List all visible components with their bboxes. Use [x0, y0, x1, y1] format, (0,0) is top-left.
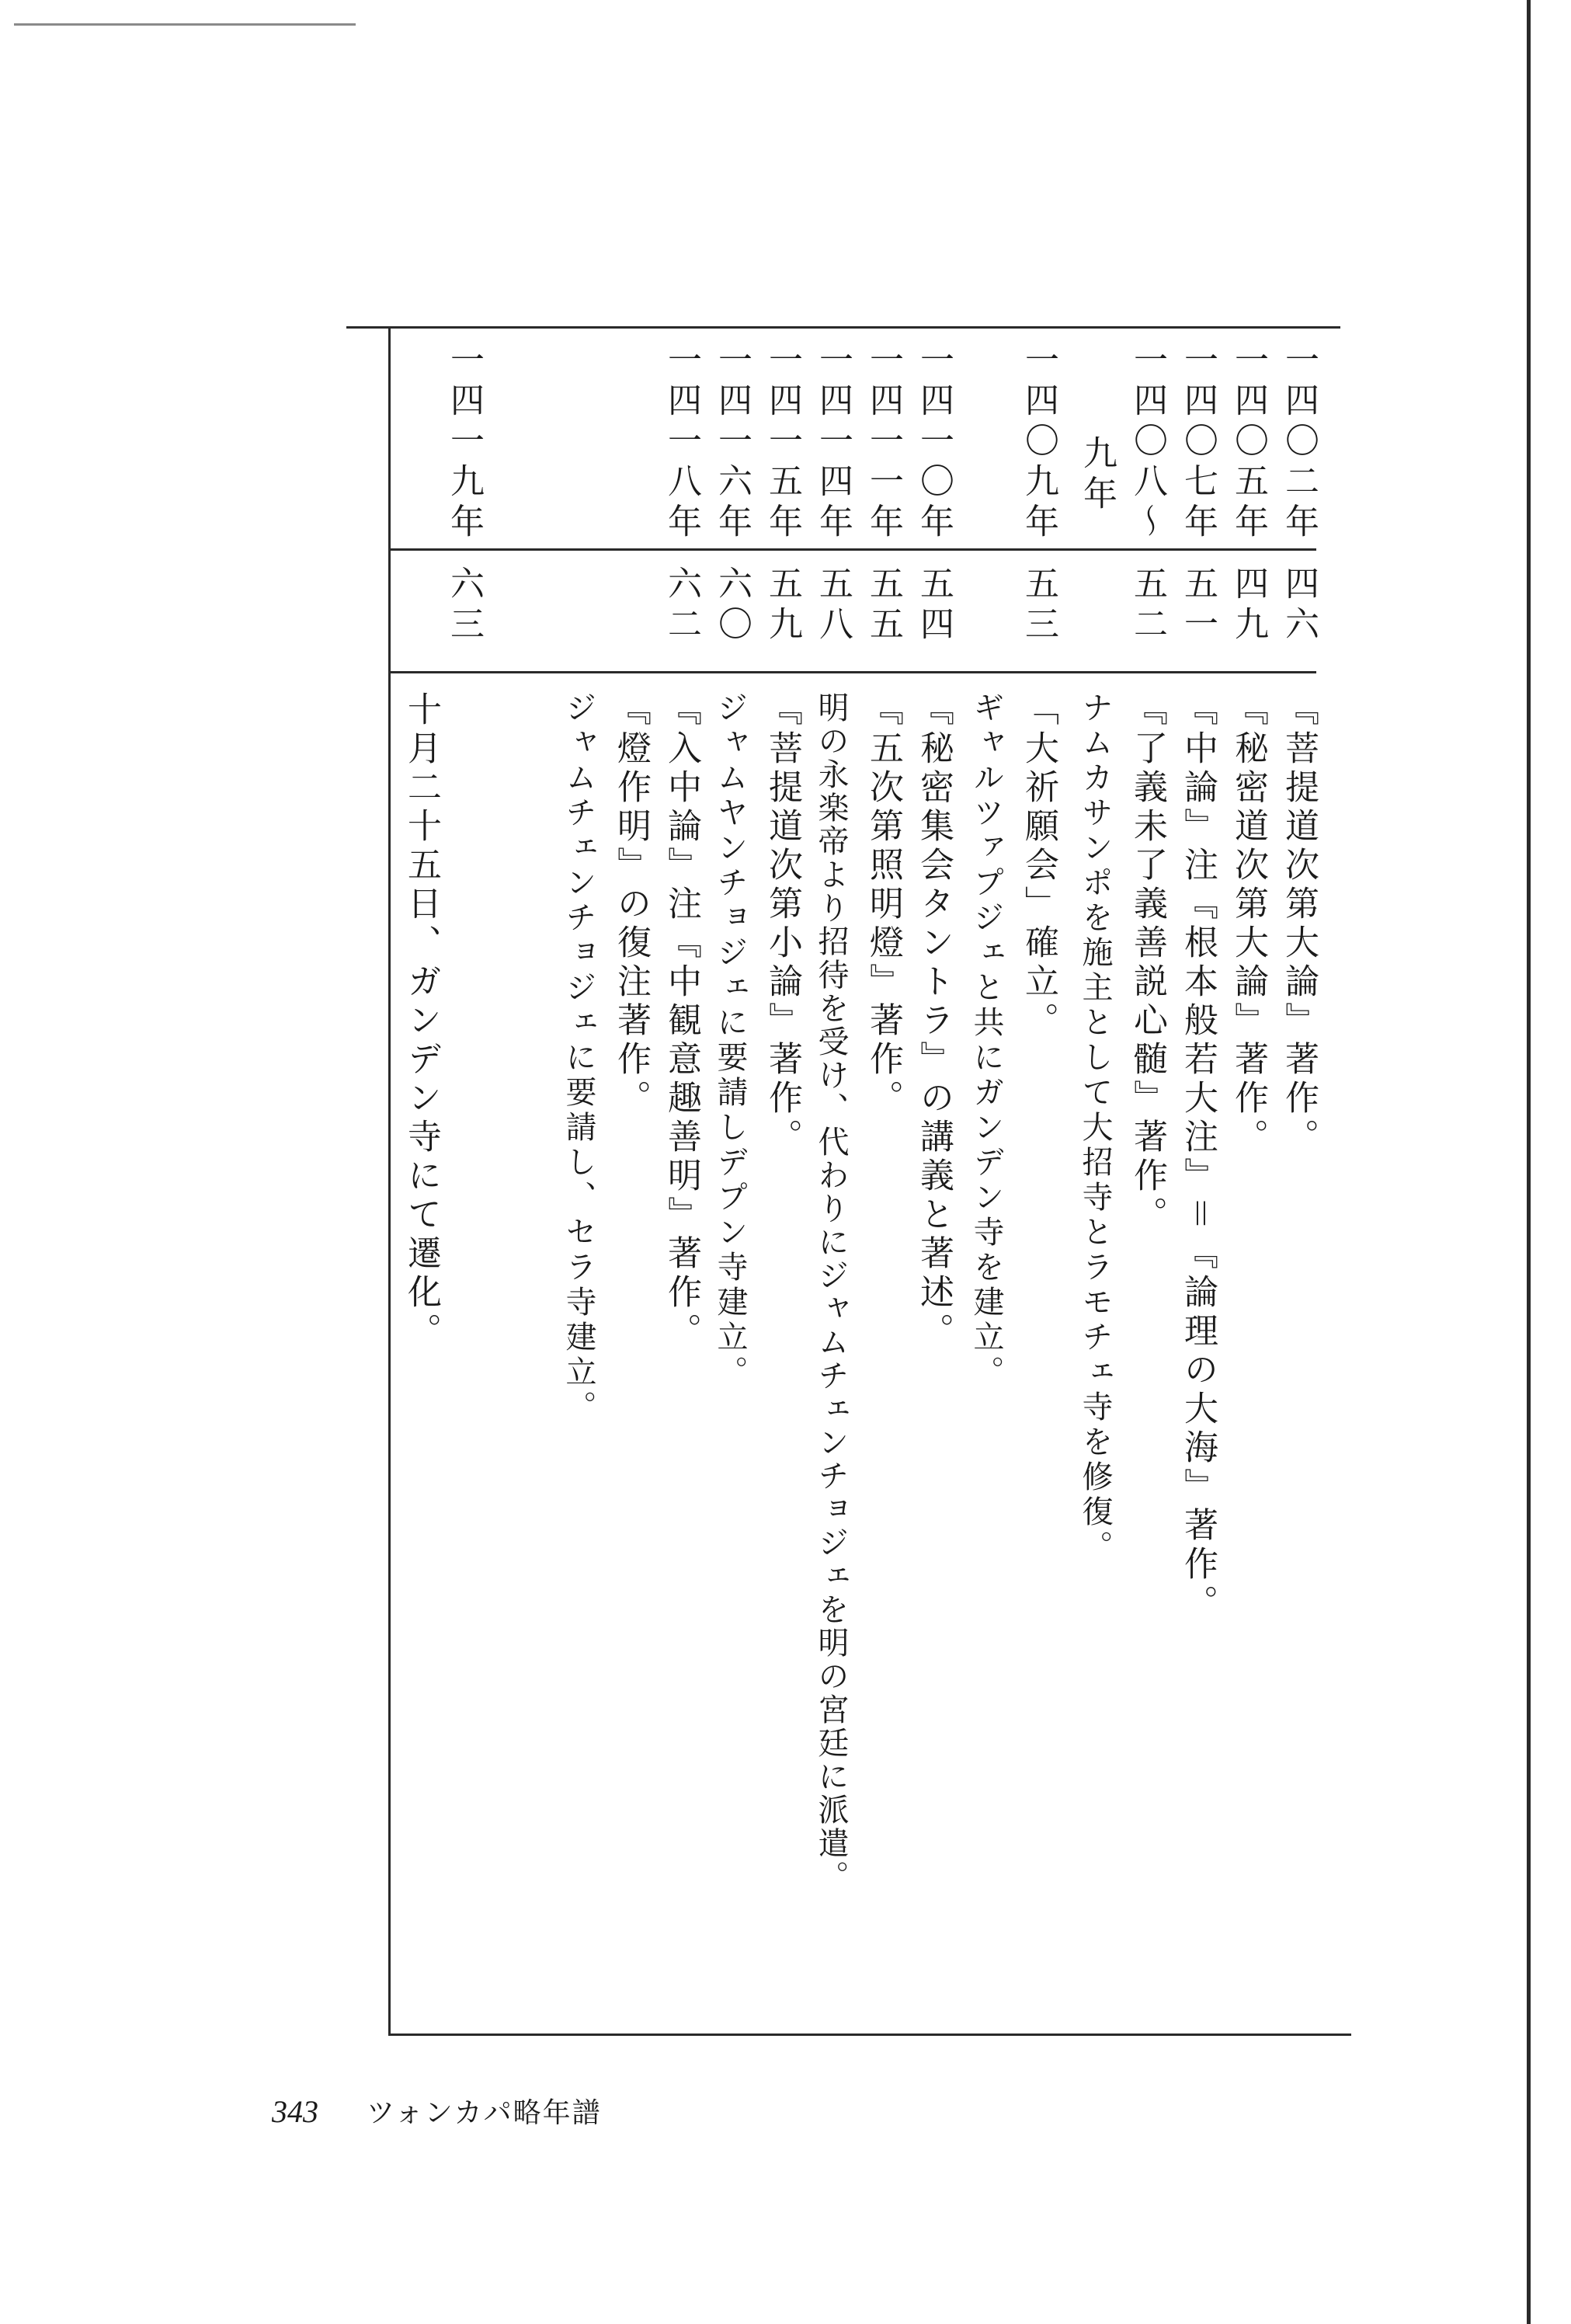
event-1419: 十月二十五日、ガンデン寺にて遷化。: [401, 691, 441, 1352]
event-1402: 『菩提道次第大論』著作。: [1279, 691, 1319, 1157]
event-1418-c: ジャムチェンチョジェに要請し、セラ寺建立。: [561, 691, 596, 1425]
event-1411: 『五次第照明燈』著作。: [864, 691, 903, 1119]
event-1409-a: 「大祈願会」確立。: [1019, 691, 1058, 1041]
year-1409-continuation: 九年: [1077, 435, 1117, 516]
year-1405: 一四〇五年: [1229, 342, 1268, 544]
event-1405: 『秘密道次第大論』著作。: [1229, 691, 1268, 1157]
year-1408: 一四〇八〜: [1128, 342, 1167, 544]
running-title: ツォンカパ略年譜: [367, 2097, 602, 2129]
year-1415: 一四一五年: [763, 342, 802, 544]
age-1418: 六二: [662, 565, 701, 646]
event-1410: 『秘密集会タントラ』の講義と著述。: [914, 691, 954, 1352]
event-1416: ジャムヤンチョジェに要請しデプン寺建立。: [712, 691, 748, 1390]
age-1411: 五五: [864, 565, 903, 646]
age-1407: 五一: [1178, 565, 1218, 646]
event-1407: 『中論』注『根本般若大注』＝『論理の大海』著作。: [1178, 691, 1218, 1623]
age-1416: 六〇: [712, 565, 752, 646]
age-1410: 五四: [914, 565, 954, 646]
year-1416: 一四一六年: [712, 342, 752, 544]
event-1414: 明の永楽帝より招待を受け、代わりにジャムチェンチョジェを明の宮廷に派遣。: [813, 691, 849, 1894]
age-1405: 四九: [1229, 565, 1268, 646]
page-number: 343: [272, 2094, 318, 2129]
year-1407: 一四〇七年: [1178, 342, 1218, 544]
chronology-table: [388, 0, 1351, 2035]
year-1402: 一四〇二年: [1279, 342, 1319, 544]
age-1414: 五八: [813, 565, 853, 646]
age-1419: 六三: [444, 565, 484, 646]
scan-artifact-top-line: [14, 23, 356, 26]
event-1409-b: ギャルツァプジェと共にガンデン寺を建立。: [968, 691, 1004, 1390]
event-1408: 『了義未了義善説心髄』著作。: [1128, 691, 1167, 1235]
year-1411: 一四一一年: [864, 342, 903, 544]
year-1419: 一四一九年: [444, 342, 484, 544]
event-1418-b: 『燈作明』の復注著作。: [611, 691, 651, 1119]
event-1408-9-restoration: ナムカサンポを施主として大招寺とラモチェ寺を修復。: [1077, 691, 1113, 1565]
age-1415: 五九: [763, 565, 802, 646]
year-1418: 一四一八年: [662, 342, 701, 544]
year-1409: 一四〇九年: [1019, 342, 1058, 544]
event-1418-a: 『入中論』注『中観意趣善明』著作。: [662, 691, 701, 1352]
age-1408: 五二: [1128, 565, 1167, 646]
age-1402: 四六: [1279, 565, 1319, 646]
event-1415: 『菩提道次第小論』著作。: [763, 691, 802, 1157]
scan-artifact-right-edge: [1527, 0, 1531, 2324]
age-1409: 五三: [1019, 565, 1058, 646]
year-1414: 一四一四年: [813, 342, 853, 544]
page-footer: [272, 2091, 602, 2131]
year-1410: 一四一〇年: [914, 342, 954, 544]
